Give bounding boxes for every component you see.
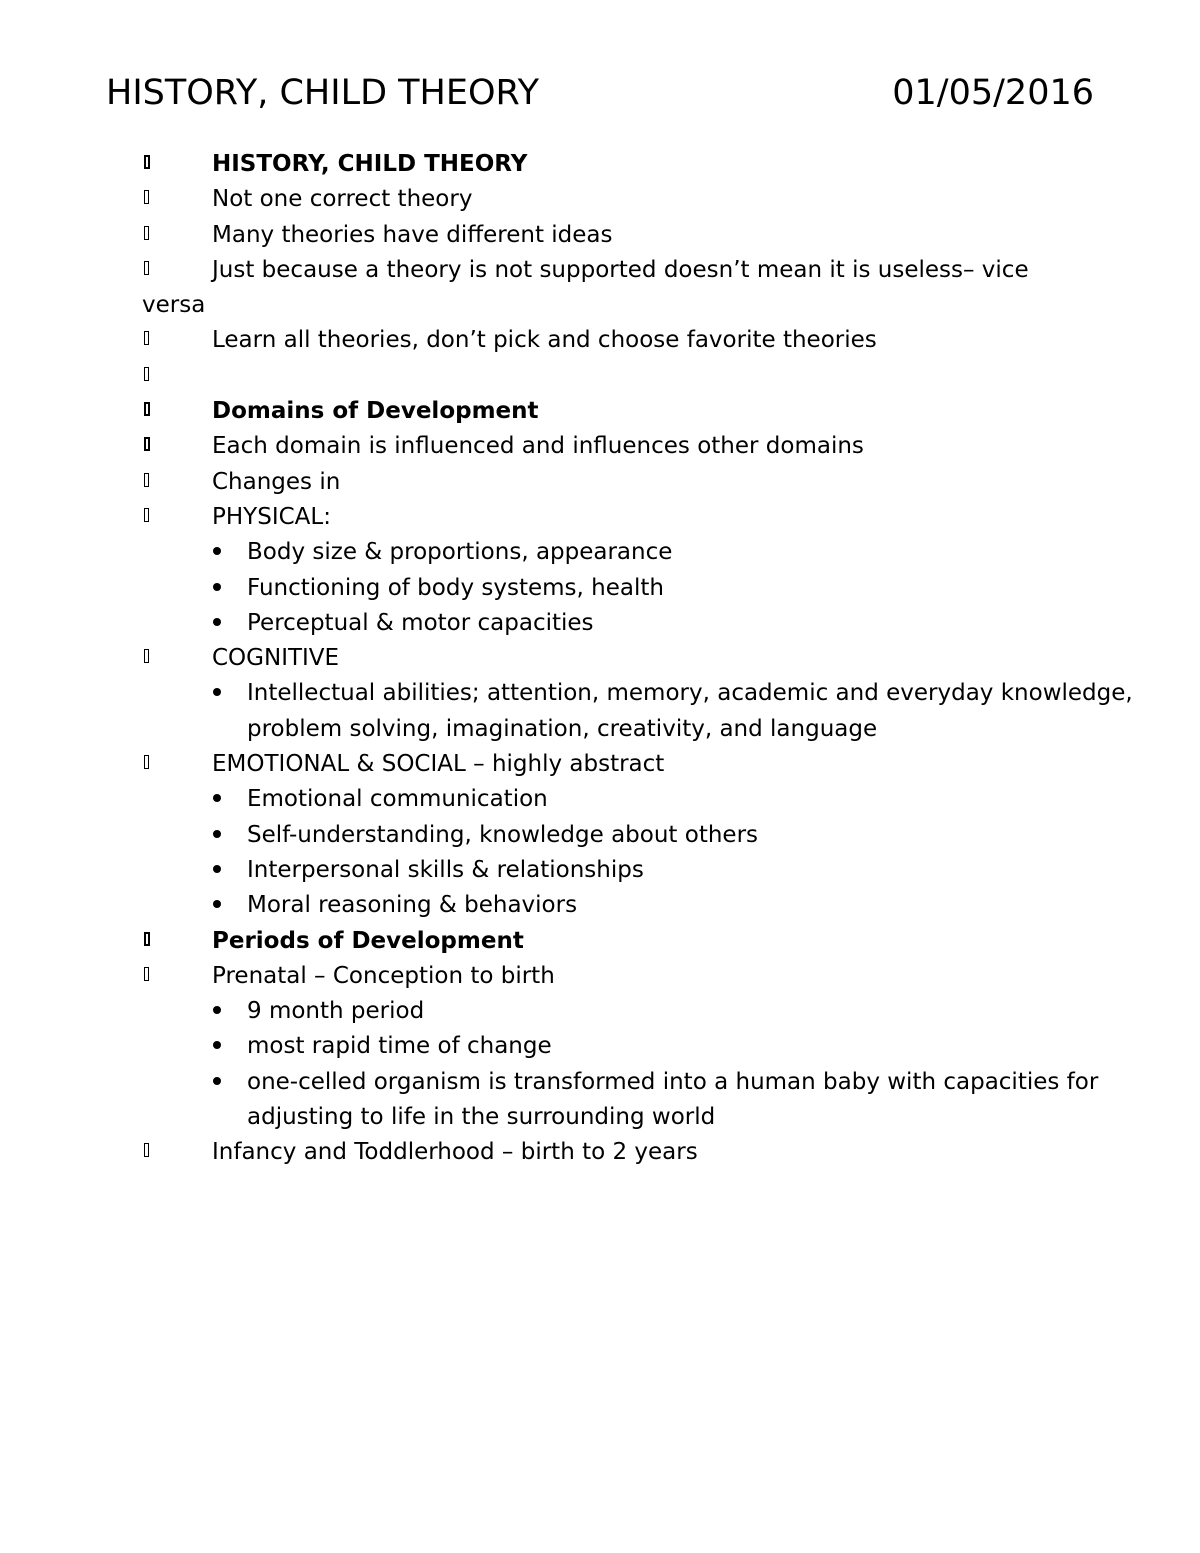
list-item-text: one-celled organism is transformed into a human baby with capacities for adjusting to life in the surrounding world [247, 1068, 1099, 1131]
bullet-dot-icon [213, 583, 221, 591]
outline-item [142, 429, 1102, 464]
outline-item [142, 1135, 1102, 1170]
list-item [142, 994, 1102, 1029]
outline-text: Infancy and Toddlerhood – birth to 2 years [212, 1139, 698, 1166]
outline-item [142, 465, 1102, 500]
outline-item [142, 147, 1102, 182]
bullet-dot-icon [213, 794, 221, 802]
checkbox-bullet-icon [142, 959, 154, 994]
checkbox-bullet-icon [142, 218, 154, 253]
outline-item [142, 959, 1102, 994]
bullet-dot-icon [213, 547, 221, 555]
list-item [142, 853, 1102, 888]
list-item [142, 888, 1102, 923]
checkbox-bullet-icon [142, 182, 154, 217]
list-item [142, 676, 1167, 747]
outline-item-empty [142, 359, 1102, 394]
list-item [142, 1065, 1107, 1136]
page-header [106, 70, 1094, 120]
section-heading: HISTORY, CHILD THEORY [212, 151, 528, 177]
checkbox-bullet-icon [142, 429, 154, 464]
outline-item [142, 253, 1102, 288]
list-item-text: Body size & proportions, appearance [247, 539, 673, 566]
outline-continuation [142, 288, 1102, 323]
list-item-text: Intellectual abilities; attention, memory, academic and everyday knowledge, problem solving, imagination, creativity, and language [247, 680, 1133, 742]
list-item-text: Perceptual & motor capacities [247, 609, 594, 636]
outline-item [142, 182, 1102, 217]
list-item-text: Emotional communication [247, 786, 548, 813]
outline-item [142, 641, 1102, 676]
document-title: HISTORY, CHILD THEORY [106, 73, 539, 113]
outline-item [142, 218, 1102, 253]
outline-item [142, 500, 1102, 535]
list-item-text: Interpersonal skills & relationships [247, 856, 644, 883]
checkbox-bullet-icon [142, 500, 154, 535]
checkbox-bullet-icon [142, 394, 154, 429]
checkbox-bullet-icon [142, 924, 154, 959]
section-heading: Periods of Development [212, 927, 524, 954]
bullet-dot-icon [213, 830, 221, 838]
checkbox-bullet-icon [142, 323, 154, 358]
checkbox-bullet-icon [142, 1135, 154, 1170]
outline-item [142, 747, 1102, 782]
checkbox-bullet-icon [142, 641, 154, 676]
checkbox-bullet-icon [142, 747, 154, 782]
list-item-text: most rapid time of change [247, 1033, 552, 1060]
outline-text: COGNITIVE [212, 645, 340, 672]
outline-text: Learn all theories, don’t pick and choose favorite theories [212, 327, 877, 354]
outline-text: versa [142, 292, 206, 319]
list-item [142, 535, 1102, 570]
section-heading: Domains of Development [212, 398, 539, 425]
outline-text: Many theories have different ideas [212, 221, 613, 248]
checkbox-bullet-icon [142, 253, 154, 288]
bullet-dot-icon [213, 865, 221, 873]
outline-text: Prenatal – Conception to birth [212, 962, 555, 989]
outline-text: PHYSICAL: [212, 503, 331, 530]
list-item [142, 818, 1102, 853]
outline-item [142, 924, 1102, 959]
list-item [142, 606, 1102, 641]
list-item-text: Functioning of body systems, health [247, 574, 664, 601]
bullet-dot-icon [213, 1041, 221, 1049]
list-item-text: 9 month period [247, 998, 425, 1025]
outline-text: Just because a theory is not supported doesn’t mean it is useless– vice [212, 256, 1029, 283]
checkbox-bullet-icon [142, 465, 154, 500]
list-item [142, 1029, 1102, 1064]
checkbox-bullet-icon [142, 147, 154, 182]
document-date: 01/05/2016 [892, 73, 1094, 113]
outline-text: Not one correct theory [212, 186, 473, 213]
outline-text: Changes in [212, 468, 341, 495]
outline-text: Each domain is influenced and influences other domains [212, 433, 864, 460]
bullet-dot-icon [213, 900, 221, 908]
notes-body [142, 147, 1133, 1171]
checkbox-bullet-icon [142, 359, 154, 394]
outline-text: EMOTIONAL & SOCIAL – highly abstract [212, 751, 665, 778]
list-item [142, 782, 1102, 817]
bullet-dot-icon [213, 1077, 221, 1085]
outline-item [142, 394, 1102, 429]
list-item-text: Self-understanding, knowledge about others [247, 821, 759, 848]
list-item-text: Moral reasoning & behaviors [247, 892, 578, 919]
bullet-dot-icon [213, 1006, 221, 1014]
outline-item [142, 323, 1102, 358]
bullet-dot-icon [213, 618, 221, 626]
list-item [142, 571, 1102, 606]
bullet-dot-icon [213, 688, 221, 696]
